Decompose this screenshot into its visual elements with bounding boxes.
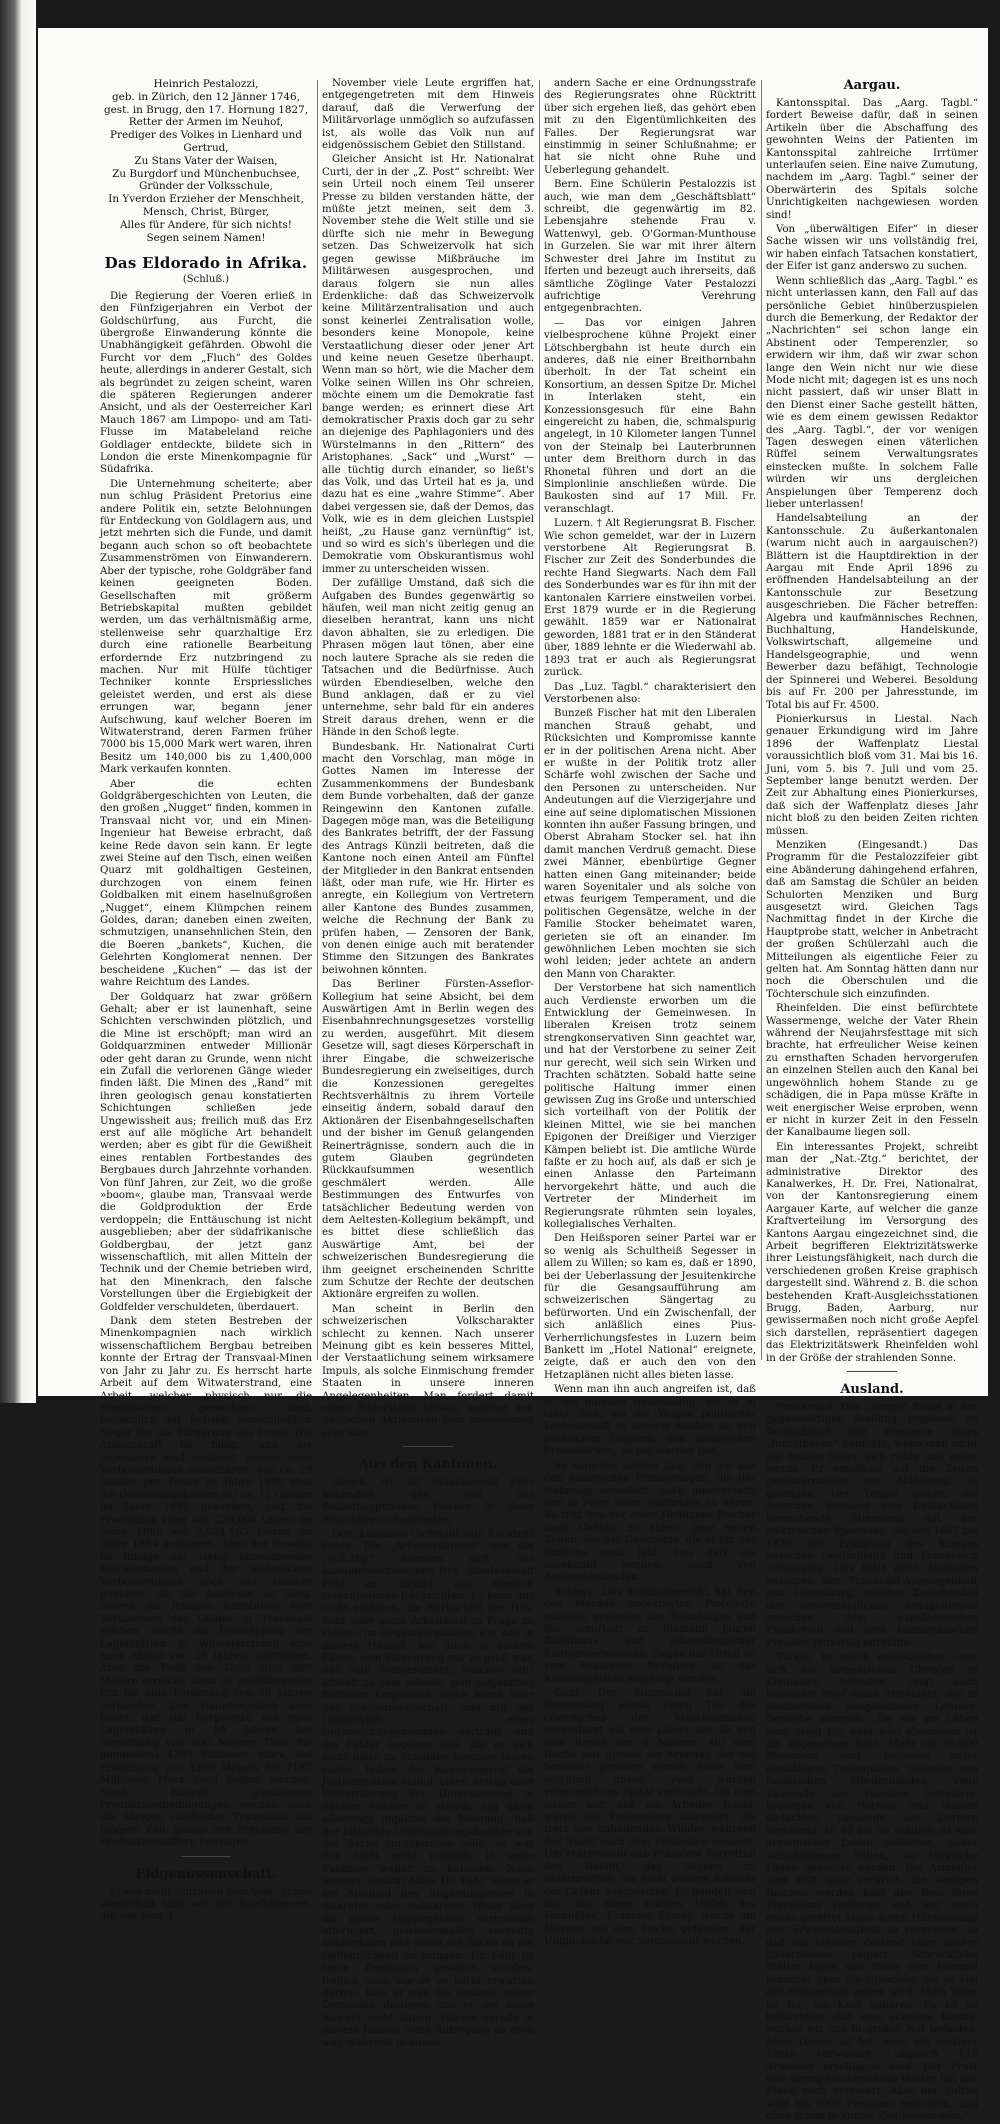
paragraph: Die Unternehmung scheiterte; aber nun schlug Präsident Pretorius eine andere Politik ein, setzte Belohnungen für Entdeckung von Goldlagern aus, und jetzt mehrten sich die Funde, und damit begann auch schon so oft beobachtete Zusammenströmen von Einwanderern. Aber der typische, rohe Goldgräber fand keinen geeigneten Boden. Gesellschaften mit größerm Betriebskapital mußten gebildet werden, um das verhältnismäßig arme, stellenweise sehr quarzhaltige Erz durch eine rationelle Bearbeitung erfordernde Erz nutzbringend zu machen. Nur mit Hülfe tüchtiger Techniker konnte Erspriessliches geleistet werden, und erst als diese errungen war, begann jener Aufschwung, kauf welcher Boeren im Witwaterstrand, deren Farmen früher 7000 bis 15,000 Mark wert waren, ihren Besitz um 140,000 bis zu 1,400,000 Mark verkaufen konnten. [100,478,312,776]
paragraph: Das Berliner Fürsten-Asseflor-Kollegium hat seine Absicht, bei dem Auswärtigen Amt in Berlin wegen des Eisenbahnrechnungsgesetzes vorstellig zu werden, ausgeführt. Mit diesem Gesetze will, sagt dieses Körperschaft in ihrer Eingabe, die schweizerische Bundesregierung ein zweiseitiges, durch die Konzessionen geregeltes Rechtsverhältnis zu ihrem Vorteile einseitig ändern, sobald darauf den Aktionären der Eisenbahngesellschaften und der bisher im Genuß gelangenden Reinerträgnisse, sondern auch die in gutem Glauben gegründeten Rückkaufsummen wesentlich geschmälert werden. Alle Bestimmungen des Entwurfes von tatsächlicher Bedeutung werden von dem Aeltesten-Kollegium bekämpft, und es bittet diese schließlich das Auswärtige Amt, bei der schweizerischen Bundesregierung die ihm geeignet erscheinenden Schritte zum Schutze der Rechte der deutschen Aktionäre ergreifen zu wollen. [322,979,534,1301]
paragraph: Aber die echten Goldgräbergeschichten von Leuten, die den großen „Nugget“ finden, kommen in Transvaal nicht vor, und ein Minen-Ingenieur hat Beweise erbracht, daß keine Rede davon sein kann. Er legte zwei Steine auf den Tisch, einen weißen Quarz mit goldhaltigen Gesteinen, durchzogen von einem feinen Goldbalken mit einem haselnußgroßen „Nugget“, einem Klümpchen reinem Goldes, daran; daneben einen zweiten, schmutzigen, unansehnlichen Stein, den die Boeren „bankets“, Kuchen, die Gelehrten Konglomerat nennen. Der bescheidene „Kuchen“ — das ist der wahre Reichtum des Landes. [100,778,312,989]
dedication-line: Segen seinem Namen! [146,231,266,244]
article-title: Das Eldorado in Afrika. [104,254,308,273]
paragraph: November viele Leute ergriffen hat, entgegengetreten mit dem Hinweis darauf, daß die Verwerfung der Militärvorlage unmöglich so aufzufassen ist, als wolle das Volk nun auf eidgenössischem Gebiet den Stillstand. [322,78,534,152]
divider [847,1371,897,1372]
paragraph: Ein interessantes Projekt, schreibt man der „Nat.-Ztg.“ berichtet, der administrative Direktor des Kanalwerkes, H. Dr. Frei, Nationalrat, von der Kantonsregierung einem Aargauer Karte, auf welcher die ganze Kraftverteilung im Versorgung des Kantons Aargau eingezeichnet sind, die Arbeit begrifferen Elektrizitätswerke ihrer Leistungsfähigkeit, nach durch die verschiedenen großen Kreise graphisch dargestellt sind. Während z. B. die schon bestehenden Kraft-Ausgleichsstationen Brugg, Baden, Aarburg, nur gewissermaßen noch nicht große Aepfel sich darstellen, repräsentiert dagegen das Elektrizitätswerk Rheinfelden wohl in der Größe der strahlenden Sonne. [766,1141,978,1364]
column-2 [322,78,534,2049]
column-1 [100,78,312,1923]
section-heading: Eidgenossenschaft. [135,1866,277,1882]
paragraph: Dank dem steten Bestreben der Minenkompagnien nach wirklich wissenschaftlichem Bergbau betreiben konnte der Ertrag der Transvaal-Minen von Jahr zu Jahr zu. Es herrscht harte Arbeit auf dem Witwaterstrand, eine Arbeit, welcher physisch nur die Eingebornen gewachsen sind, tatsächlich der Betrieb, ausschließlich Neger für die Förderung des Erzes. Die Arbeitskraft ist billig, und die Ingenieure sind bestrebt, immer neue Verbesserungen einzuführen; von ca. 19 Gulden per Tonne im Jahre 1892 sind die Gewinnungskosten auf ca. 12 Gulden im Jahre 1895 gesunken, und die Produktion stieg von 230,000 Unzen im Jahre 1888 auf 2,024,163 Unzen im Jahre 1894 gestiegen. Aber der Gewinn ist infolge der stetig abnehmenden Betriebskosten und der technischen Verbesserungen noch viel rascher gehoben, als die Ausbeute an Gold. Soweit die jetzigen Kenntnisse vom Vorkommen des Goldes in Transvaal reichen, dürfte die Erschöpfung der Lagerstätten in Witwaterstrand eine nach Ablauf von 25 Jahren stattfinden. Aber die Tiefe von 1200 statt 800 Metern erreicht, dann ist goldführendes Erz für eine Förderung von 40 Jahren vorhanden. Das Hauptergebnis aber bleibt, daß die Bergwerke von zwei Lagerstätten in 10 Jahren bei Erreichung von 800 Metern Tiefe für mindestens 4289 Millionen Mark, bei Erreichung von 1200 Metern für 7187 Millionen Mark Gold liefern werden. Nach Eintritt günstigerer Produktionsbedingungen werden auch die übrigen Goldfelder Transvaals auf längere Zeit hinaus zur Erhöhung der Produktionsziffern beitragen. [100,1316,312,1849]
paragraph: Zürich. Hr. alt Staatsanwalt Fehr behandelt, den Fall des Polizeihauptmanns Fischer in einer Broschüre zu bearbeiten. [322,1477,534,1526]
paragraph: Bundesbank. Hr. Nationalrat Curti macht den Vorschlag, man möge in Gottes Namen im Interesse der Zusammenkommens der Bundesbank dem Bunde vorbehalten, daß der ganze Reingewinn den Kantonen zufalle. Dagegen möge man, was die Beteiligung des Bankrates betrifft, der der Fassung des Antrags Künzli beitreten, daß die Kantone noch einen Anteil am Fünftel der Mitglieder in den Bankrat entsenden läßt, oder man rufe, wie Hr. Hirter es anregte, ein Kollegium von Vertretern aller Kantone des Bundes zusammen, welche die Rechnung der Bank zu prüfen haben, — Zensoren der Bank, von denen einige auch mit beratender Stimme den Sitzungen des Bankrates beiwohnen könnten. [322,741,534,976]
dedication-line: Retter der Armen im Neuhof, [128,116,284,129]
paragraph: Der Goldquarz hat zwar größern Gehalt; aber er ist launenhaft, seine Schichten verschwinden plötzlich, und die Mine ist erschöpft; man wird an Goldquarzminen entweder Millionär oder geht daran zu Grunde, wenn nicht ein Zufall die verlorenen Gänge wieder finden läßt. Die Minen des „Rand“ mit ihren geologisch genau konstatierten Schichtungen schließen jede Ungewissheit aus; freilich muß das Erz erst auf alle mögliche Art behandelt werden; aber es gibt für die Gewißheit eines rentablen Fortbestandes des Bergbaues durch Jahrzehnte vorhanden. Von fünf Jahren, zur Zeit, wo die große »boom«, glaube man, Transvaal werde die Goldproduktion der Erde verdoppeln; die Enttäuschung ist nicht ausgeblieben; aber der südafrikanische Goldbergbau, der jetzt ganz wissenschaftlich, mit allen Mitteln der Technik und der Chemie betrieben wird, hat den Minenkrach, den falsche Vorstellungen über die Ergiebigkeit der Goldfelder verschuldeten, überdauert. [100,991,312,1313]
dedication-line: Gründer der Volksschule, [139,180,273,193]
page-binding-edge [0,0,36,1403]
dedication-line: In Yverdon Erzieher der Menschheit, [108,193,304,206]
divider [403,1446,453,1447]
paragraph: Man scheint in Berlin den schweizerischen Volkscharakter schlecht zu kennen. Nach unserer Meinung gibt es kein besseres Mittel, der Verstaatlichung seinem wirksamere Impuls, als solche Einmischung fremder Staaten in unsere inneren Angelegenheiten. Man fordert damit einen Widerstand heraus, welcher den deutschen Aktionären kein angenehmer sein wird. [322,1303,534,1439]
paragraph: Wenn man ihn auch angreifen ist, daß er die humane Behandlung, die er in einer Zeit, wo die Wogen politischer Leidenschaft in unserm Kanton an den politischen Gegnern, den gefangenen Freischärlern, zu teil werden ließ. [544,1384,756,1458]
dedication-line: Alles für Andere, für sich nichts! [120,218,292,231]
paragraph: Luzern. † Alt Regierungsrat B. Fischer. Wie schon gemeldet, war der in Luzern verstorbene Alt Regierungsrat B. Fischer zur Zeit des Sonderbundes die rechte Hand Siegwarts. Nach dem Fall des Sonderbundes war es für ihn mit der kantonalen Karriere einstweilen vorbei. Erst 1879 wurde er in die Regierung gewählt. 1859 war er Nationalrat geworden, 1881 trat er in den Ständerat über, 1889 lehnte er die Wiederwahl ab. 1893 trat er auch als Regierungsrat zurück. [544,518,756,679]
paragraph: Kantonsspital. Das „Aarg. Tagbl.“ fordert Beweise dafür, daß in seinen Artikeln über die Abschaffung des gewohnten Weins der Patienten im Kantonsspital zahlreiche Irrtümer unterlaufen seien. Eine naive Zumutung, nachdem im „Aarg. Tagbl.“ seiner der Oberwärterin des Spitals solche Unrichtigkeiten nachgewiesen worden sind! [766,98,978,221]
dedication-line: Zu Stans Vater der Waisen, [134,154,278,167]
article-subtitle: (Schluß.) [182,274,230,286]
paragraph: Pionierkursus in Liestal. Nach genauer Erkundigung wird im Jahre 1896 der Waffenplatz Liestal voraussichtlich bloß vom 31. Mai bis 16. Juni, vom 5. bis 7. Juli und vom 25. September lange benutzt werden. Der Zeit zur Abhaltung eines Pionierkurses, daß sich der Waffenplatz dieses Jahr nicht bloß zu den beiden Zeiten richten müssen. [766,713,978,837]
section-heading: Aargau. [843,78,901,93]
column-rule [317,80,318,1360]
paragraph: Rheinfelden. Die einst befürchtete Wassermenge, welche der Vater Rhein während der Neujahrsfesttage mit sich brachte, hat erfreulicher Weise keinen zu ernsthaften Schaden hervorgerufen an einzelnen Stellen auch den Kanal bei ungewöhnlich hohem Stande zu ge schädigen, die in Papa müsse Kräfte in weit energischer Weise erproben, wenn er nicht in kurzer Zeit in den Fesseln der Kanalbaume liegen soll. [766,1003,978,1139]
column-rule [539,80,540,1360]
paragraph: Menziken (Eingesandt.) Das Programm für die Pestalozzifeier gibt eine Abänderung dahingehend erfahren, daß am Samstag die Schüler an beiden Schulorten Menziken und Burg ausgesetzt wird. Gleichen Tags Nachmittag findet in der Kirche die Hauptprobe statt, welcher in Anbetracht der großen Schülerzahl auch die Mitteilungen als eigentliche Feier zu gelten hat. Am Sonntag hätten dann nur noch die Oberschulen und die Töchterschule sich einzufinden. [766,839,978,1000]
page-top-margin [36,0,996,28]
paragraph: andern Sache er eine Ordnungsstrafe des Regierungsrates ohne Rücktritt über sich ergehen ließ, das gehört eben mit zu den Eigentümlichkeiten des Falles. Der Regierungsrat war einstimmig in seiner Schlußnahme; er hat sie nicht ohne Ruhe und Ueberlegung gehandelt. [544,78,756,176]
paragraph: Frankreich. Der „Temps“ findet in der gegenwärtigen Stellung Englands zu Deutschland alle Elemente eines „furchtbaren“ Konflikts, wenn man nicht auf beiden Seiten sich ruhig und weise werde. Er empfiehlt auf die Zeiten gewissermaßen zur Mäßigung zu gelangen. Der Temps glaubt, die zwischen England und Deutschland herrschende Stimmung mit der elektrischen Spannung, die von 1867 bis 1870 der Erklärung des Krieges zwischen Deutschland und Frankreich vorausging. Das Blatt zieht Analogien zwischen der Transvaal-Angelegenheit und Luxemburg, welcher Zwischenfall den unvermeidlichen Antagonismus zwischen dem napoleonischen Frankreich und dem bismarckischen Preußen blitzartig enthüllte. [766,1402,978,1649]
paragraph: Der „Landbote“ schreibt zum Rücktritt Fehrs: Die „Arbeiterstimme“ und die „N.Z.Ztg.“ nehmen sich des sozialdemokratischen Hrn. Staatsanwalt Fehr an, freilich aus ziemlich verschiedenen Rücksichten. Es kann uns nicht einfallen, die Ehrbarkeit des Hrn. Fehr oder seine Arbeitslust in Frage zu stellen. Im Gegenteil glauben wir, daß in diesem Handel, wie auch in andern Fällen, sein Tatendrang nur zu groß war, daß sein Temperament, welches sehr lebhaft zu sein scheint, sein subjektives Befinden Empfinden, seine Ideen über das Staatsanwaltschaft, und mit der Objektivität eines Untersuchungsbeamten verträgt und ihn Fehler begehen ließ, die er sich nicht hätte zu Schulden kommen lassen sollen. Indem der Regierungsrat die Justizdirektion einlud, einen Antrag über Weiterführung der Untersuchung in Sachen Fischer zu stellen, lag darin allerdings implizite die Meinung, daß der bisherige Untersuchungsbeamte von der Sache zurücktreten solle; es war ihm nicht mehr möglich, in seine Funktion weiter zu belassen. Nach unserer Ansicht hätte Hr. Fehr, wenn er ein Mitglied des Regierungsrates in diskreter oder indiskreter Weise über die ganze Angelegenheit vertraulich informiert, gewissermaßen vorzeitig aufmerksam und damit die Sache an die Oeffentlichkeit zu bringen. Hr. Fehr ist seine Demission gewährt worden, freilich noch wie er es hätte erwarten dürfen. Daß er nun die Gründe seiner Demission darlegen und er der seine Abwehr nicht haben, Warum gerade in diesem Handel seine Aufregung so groß war, während in einem [322,1528,534,2049]
pestalozzi-dedication [100,78,312,244]
paragraph: Die Regierung der Voeren erließ in den Fünfzigerjahren ein Verbot der Goldschürfung, aus Furcht, die übergroße Einwanderung könnte die Unabhängigkeit gefährden. Obwohl die Furcht vor dem „Fluch“ des Goldes heute, allerdings in anderer Gestalt, sich als begründet zu zeigen scheint, waren die späteren Regierungen anderer Ansicht, und als der Oesterreicher Karl Mauch 1867 am Limpopo- und am Tati-Flusse im Matabeleland reiche Goldlager entdeckte, bildete sich in London die erste Minenkompagnie für Südafrika. [100,290,312,476]
dedication-line: Heinrich Pestalozzi, [153,78,259,90]
paragraph: Bern. Eine Schülerin Pestalozzis ist auch, wie man dem „Geschäftsblatt“ schreibt, die gegenwärtig im 82. Lebensjahre stehende Frau v. Wattenwyl, geb. O'Gorman-Munthouse in Gurzelen. Sie war mit ihrer ältern Schwester drei Jahre im Institut zu Iferten und bezeugt auch ihrerseits, daß sämtliche Zöglinge Vater Pestalozzi aufrichtige Verehrung entgegenbrachten. [544,179,756,315]
column-rule [761,80,762,1360]
paragraph: Der Verstorbene hat sich namentlich auch Verdienste erworben um die Entwicklung der Gemeinwesen. In liberalen Kreisen trotz seinem strengkonservativen Sinn geachtet war, und hat der Verstorbene zu seiner Zeit nur gerecht, weil sich sein Wirken und Trachten schätzten. Sobald hatte seine politische Haltung immer einen gewissen Zug ins Große und unterschied sich vorteilhaft von der Politik der kleinen Mittel, wie sie bei manchen Epigonen der Dreißiger und Vierziger Kämpen beliebt ist. Die amtliche Würde faßte er zu hoch auf, als daß er sich je einen Anlasse den Parteimann hervorgekehrt hätte, und auch die Vertreter der Minderheit im Regierungsrate rühmten sein loyales, kollegialisches Verhalten. [544,983,757,1230]
paragraph: Bunzeß Fischer hat mit den Liberalen manchen Strauß gehabt, und Rücksichten und Kompromisse kannte er in der politischen Arena nicht. Aber er wußte in der Politik trotz aller Schärfe wohl zwischen der Sache und den Personen zu unterscheiden. Nur Andeutungen auf die Vierzigerjahre und eine auf seine diplomatischen Missionen konnten ihn außer Fassung bringen, und Oberst Abraham Stocker sel. hat ihn damit manchen Verdruß gemacht. Diese zwei Männer, ebenbürtige Gegner hatten einen Gang miteinander; beide waren Soyenitaler und als solche von etwas feurigem Temperament, und die politischen Gegensätze, welche in der Familie Stocker beheimatet waren, gerieten sie oft an einander. Im gewöhnlichen Leben mochten sie sich wohl leiden; jeder achtete an andern den Mann von Charakter. [544,708,756,980]
paragraph: So mancher schöne Zug, den wir aus den zahlreichen Erinnerungen, die der Nekrolog veranlaßt, auch unsererseits ihm in Form eines Nachrufes zu ehren. So tritt ihm vor einer Heintzens Fischer nach Gebühr zu ehren. Jene neuen Zeiten, die das Geschöpfe, die er für das Ehrliche noch lebt. Das darf die anerkannt werden, auch von Andersdenkenden. [544,1460,756,1584]
paragraph: Wenn schließlich das „Aarg. Tagbl.“ es nicht unterlassen kann, den Fall auf das persönliche Gebiet hinüberzuspielen durch die Bemerkung, der Redaktor der „Nachrichten“ sei schon lange ein Abstinent oder Temperenzler, so erwidern wir ihm, daß wir zwar schon lange den Wein nicht nur wie diese Mode nicht mit; dagegen ist es uns noch nicht passiert, daß wir unser Blatt in den Dienst einer Sache gestellt hätten, wie es dem einem gewissen Redaktor des „Aarg. Tagbl.“, der vor wenigen Tagen deswegen einen väterlichen Rüffel seinem Verwaltungsrates einstecken mußte. In solchem Falle würden wir uns dergleichen Anspielungen über Temperenz doch lieber unterlassen! [766,275,978,510]
paragraph: Etwas mehr Zutrauen zum Volk. Schon wiederholt sind wir der Kopfhängerei, die seit dem 3. [100,1886,312,1923]
dedication-line: Mensch, Christ, Bürger, [142,205,270,218]
divider [181,1856,231,1857]
dedication-line: geb. in Zürich, den 12 Jänner 1746, [112,90,300,103]
paragraph: Von „überwältigen Eifer“ in dieser Sache wissen wir uns vollständig frei, wir haben einfach Tatsachen konstatiert, der Eifer ist ganz anderswo zu suchen. [766,224,978,273]
paragraph: Der zufällige Umstand, daß sich die Aufgaben des Bundes gegenwärtig so häufen, weil man nicht zeitig genug an dieselben herantrat, kann uns nicht davon abhalten, sie zu erledigen. Die Phrasen mögen laut tönen, aber eine noch lautere Sprache als sie reden die Tatsachen und die Bedürfnisse. Auch würden Ebendieselben, welche den Bund anklagen, daß er zu viel unternehme, sehr bald für ein anderes Streit daraus drehen, wenn er die Hände in den Schoß legte. [322,578,534,739]
paragraph: Den Heißsporen seiner Partei war er so wenig als Schultheiß Segesser in allem zu Willen; so kam es, daß er 1890, bei der Ueberlassung der Jesuitenkirche für die Gesangsaufführung am schweizerischen Sängertag zu befürworten. Und ein Zwischenfall, der sich anläßlich eines Pius-Verherrlichungsfestes in Luzern beim Bankett im „Hotel National“ ereignete, zeigte, daß er auch den von den Hetzaplänen nicht alles bieten lasse. [544,1233,756,1381]
dedication-line: gest. in Brugg, den 17. Hornung 1827, [103,103,309,116]
dedication-line: Zu Burgdorf und Münchenbuchsee, [112,167,300,180]
paragraph: Gleicher Ansicht ist Hr. Nationalrat Curti, der in der „Z. Post“ schreibt: Wer sein Urteil noch einem Teil unserer Presse zu bilden verstanden hätte, der müßte jetzt meinen, seit dem 3. November stehe die Welt stille und sie dürfte sich nie mehr in Bewegung setzen. Das Schweizervolk hat sich gegen gewisse Mißbräuche im Militärwesen ausgesprochen, und daraus folgern sie nun alles Erdenkliche: daß das Schweizervolk keine Militärzentralisation und auch sonst keinerlei Zentralisation wolle, besonders keine Monopole, keine Verstaatlichung dieser oder jener Art und keine neuen Gesetze überhaupt. Wenn man so hört, wie die Macher dem Volke seinen Willen ins Ohr schreien, möchte einem um die Demokratie fast bange werden; es erinnert diese Art demokratischer Praxis doch gar zu sehr an diejenige des Paphlagoniers und des Würstelmanns in den „Rittern“ des Aristophanes. „Sack“ und „Wurst“ — alle tüchtig durch einander, so ließt's das Volk, und das Urteil hat es ja, und dazu hat es eine „wahre Stimme“. Aber dabei vergessen sie, daß der Demos, das Volk, wie es in dem gleichen Lustspiel heißt, „zu Hause ganz vernünftig“ ist, und so wird es sich's überlegen und die Demokratie vom Obskurantismus wohl immer zu unterscheiden wissen. [322,154,534,575]
article-body [100,291,312,1850]
paragraph: Genf. Der Sturmwind hat am Donnerstag abend einen Teil des Oberdaches der Maschinenhalle umgestürzt auf eine Länge von 45 und eine Breite von 4 Metern. Auf dem Dache war gerade ein Arbeiter, der mit herunter gerissen wurde; einer kam glücklich davon; zwei wurden verwundet ins Spital verbracht. Da man sicher war, daß ein Arbeiter fehlte, wurde die Feuerwehre alarmiert, die trotz des anhaltenden Windes während der Nacht nach dem Fehlenden gesucht. Um Mitternacht gab Präsident Turrettini den Befehl, das Suchen zu unterbrechen, um nicht weitere Arbeiter der Gefahr auszusetzen. Es handelt sich nun um einen solchen Unfall des Vermißten, Francois Fumay, wurde am Morgen auf dem Dache gefunden; der Unglückliche war zerquetscht worden. [544,1688,756,1948]
paragraph: Schwyz. Das Kriminalgericht hat den des Mordes angeklagten Piccolotto schuldig gefunden des Totschlages und ihn verurteilt zu fünfzehn Jahren Zuchthaus und lebenslänglicher Kantonsverweisung. Gegen das Urteil ist vom Beklagten Berufung an das Kantonsgericht eingelegt worden. [544,1586,756,1685]
section-heading: Aus den Kantonen. [358,1457,498,1473]
column-3 [544,78,757,1948]
dedication-line: Prediger des Volkes in Lienhard und Gertrud, [109,129,303,154]
section-heading: Ausland. [840,1382,904,1398]
paragraph: Das „Luz. Tagbl.“ charakterisiert den Verstorbenen also: [544,681,756,705]
paragraph: — Das vor einigen Jahren vielbesprochene kühne Projekt einer Lötschbergbahn ist heute durch ein anderes, daß nie einer Breithornbahn überholt. In der Tat scheint ein Konsortium, an dessen Spitze Dr. Michel in Interlaken steht, ein Konzessionsgesuch für eine Bahn eingereicht zu haben, die, schmalspurig angelegt, in 10 Kilometer langen Tunnel von der Steinalp bei Lauterbrunnen unter dem Breithorn durch in das Rhonetal führen und dort an die Simplonlinie anschließen würde. Die Baukosten sind auf 17 Mill. Fr. veranschlagt. [544,317,756,515]
paragraph: Handelsabteilung an der Kantonsschule. Zu äußerkantonalen (warum nicht auch in aargauischen?) Blättern ist die Hauptdirektion in der Aargau mit Ende April 1896 zu eröffnenden Handelsabteilung an der Kantonsschule zur Besetzung ausgeschrieben. Die Fächer betreffen: Algebra und kaufmännisches Rechnen, Buchhaltung, Handelskunde, Volkswirtschaft, allgemeine und Handelsgeographie, und wenn Bewerber dazu befähigt, Technologie der Spinnerei und Weberei. Besoldung bis auf Fr. 200 per Jahresstunde, im Total bis auf Fr. 4500. [766,513,978,711]
column-4 [766,78,978,2123]
paragraph: Türkei. In welch entsetzlicher Lage sich die armenischen Christen in Kleinasien befinden, zeigt auch folgender Brief eines Armeniers, der in Deutschland ausgebildeten Lehrers. Derselbe schreibt: „Da wir am Leben sind, steht Du, aber wie! Kleinasien ist ein allgemeiner Ruin. Mehr als 50,000 Menschen sind, teilweise unter furchtbaren Todesqualen, teilweise von fanatischen Mörderhänden, viele Tausende von Familien bettelarm, tausende von Witwen und Waisen obdachlos, tausende von Dörfern verbrannt. In 40 bis 50 Städten ist kein armenischer Laden geblieben, außer verschiedenen Fällen, wo türkische Läden geduldet werden. Die Armenier sind jetzt ganz verarmt, die wenigen Reichen werden bald den Rest ihres Eigentums verlieren und wer noch etwas gerettet Habe durch Hilfeleistung und Erwerbslosigkeit zu verzehren, so daß ein elender Zustand über unsere Unterthanen regiert. Schreckliche Blätter lagen das Blaue vom Himmel herunter über die Ursachen, die es viel der Hungersnot geben wird. Mein Vater ist tot, ein Kind geboren. Es ist zu befürchten, daß eine schwere Kirche, worauf wir uns in großer Not befinden. Mein Diener ist tot, mein ein einziger Türke verwundet, obgleich 113 Armenier erschlagen sind. Der Frost und streng einzutretende Winter hat das Elend noch vermehrt. Aber der Sultan wird bis 3000 Personen bestrafen, und ohne schon in kurzer Zeit besser sein.“ [766,1652,978,2123]
